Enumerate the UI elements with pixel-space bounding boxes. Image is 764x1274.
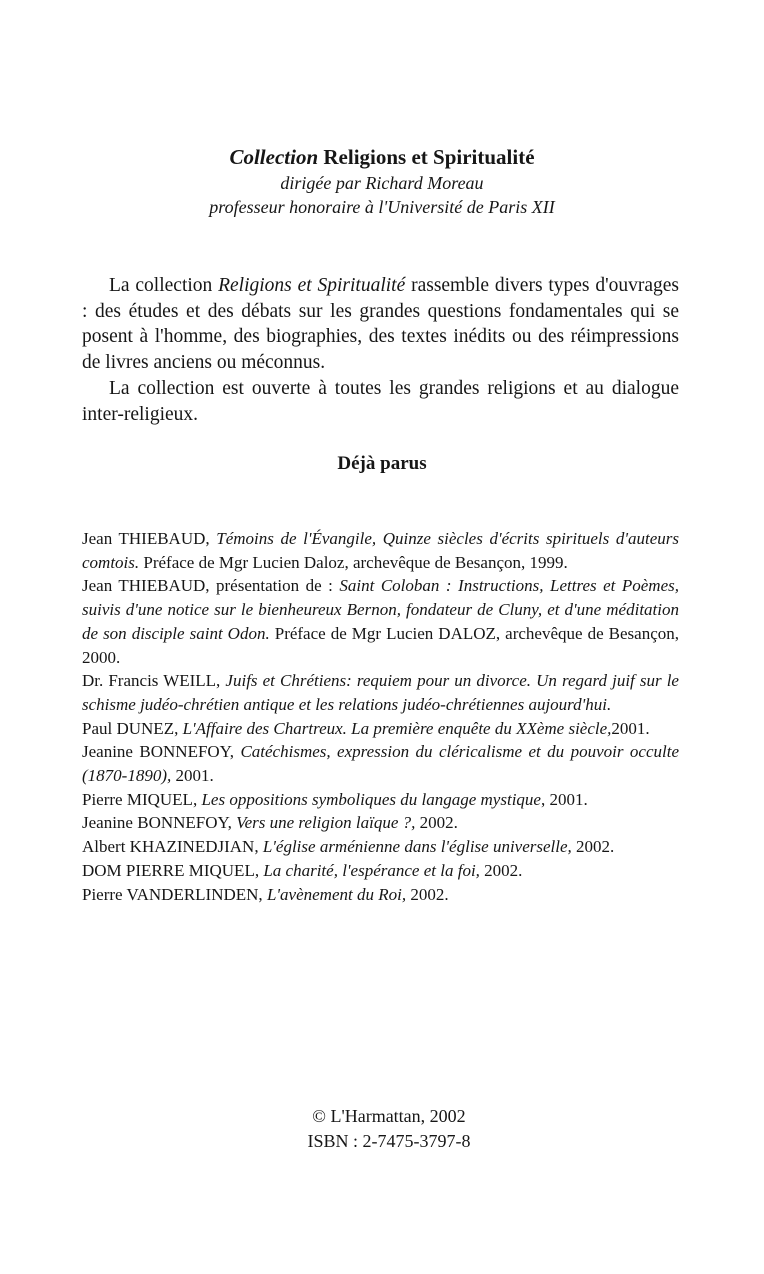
list-item (82, 740, 679, 787)
book-title: Catéchismes, expression du cléricalisme et du pouvoir occulte (1870-1890), (82, 742, 679, 786)
collection-name: Religions et Spiritualité (323, 145, 535, 169)
isbn: ISBN : 2-7475-3797-8 (307, 1131, 471, 1151)
collection-title (0, 143, 764, 171)
book-title: Témoins de l'Évangile, Quinze siècles d'écrits spirituels d'auteurs comtois. (82, 529, 679, 572)
details: 2002. (415, 813, 458, 833)
details: 2002. (571, 837, 615, 857)
list-item (82, 883, 679, 907)
author: Albert KHAZINEDJIAN, (82, 837, 263, 857)
details: 2002. (479, 860, 523, 880)
book-title: La charité, l'espérance et la foi, (263, 860, 480, 880)
author: Jean THIEBAUD, présentation de : (82, 576, 340, 596)
intro-text: rassemble divers types d'ouvrages : des études et des débats sur les grandes questions fondamentales qui se posent à l'homme, des biographies, des textes inédits ou des réimpressions de livres anciens ou méconnus. (82, 275, 679, 374)
book-title: Les oppositions symboliques du langage mystique (201, 789, 541, 809)
author: DOM PIERRE MIQUEL, (82, 860, 264, 880)
intro-paragraph-2: La collection est ouverte à toutes les grandes religions et au dialogue inter-religieux. (82, 377, 679, 425)
details: 2001. (171, 766, 214, 786)
collection-director: dirigée par Richard Moreau (280, 173, 484, 193)
author: Jeanine BONNEFOY, (82, 742, 241, 762)
intro-paragraph-1 (82, 273, 679, 376)
author: Pierre VANDERLINDEN, (82, 884, 267, 904)
details: 2001. (611, 718, 650, 738)
book-title: Saint Coloban : Instructions, Lettres et Poèmes, suivis d'une notice sur le bienheureux Bernon, fondateur de Cluny, et d'une méditation de son disciple saint Odon. (82, 576, 679, 643)
book-title: L'avènement du Roi, (266, 884, 407, 904)
book-title: Vers une religion laïque ?, (236, 813, 416, 833)
author: Paul DUNEZ, (82, 718, 183, 738)
book-title: Juifs et Chrétiens: requiem pour un divorce. Un regard juif sur le schisme judéo-chrétien antique et les relations judéo-chrétiennes aujourd'hui. (82, 671, 679, 714)
author: Dr. Francis WEILL, (82, 671, 226, 691)
list-item (82, 574, 679, 669)
copyright: © L'Harmattan, 2002 (312, 1106, 466, 1126)
list-item (82, 669, 679, 716)
director-affiliation: professeur honoraire à l'Université de Paris XII (209, 197, 555, 217)
details: , 2001. (540, 789, 588, 809)
details: 2002. (406, 884, 449, 904)
author: Jean THIEBAUD, (82, 529, 217, 548)
collection-header (0, 143, 764, 219)
details: Préface de Mgr Lucien Daloz, archevêque de Besançon, 1999. (139, 552, 568, 572)
list-item (82, 811, 679, 835)
author: Jeanine BONNEFOY, (82, 813, 237, 833)
author: Pierre MIQUEL, (82, 789, 202, 809)
publication-list (82, 527, 679, 906)
list-item (82, 788, 679, 812)
details: Préface de Mgr Lucien DALOZ, archevêque de Besançon, 2000. (82, 623, 679, 667)
book-title: L'Affaire des Chartreux. La première enquête du XXème siècle, (182, 718, 612, 738)
collection-description (82, 273, 679, 427)
collection-label: Collection (229, 145, 319, 169)
list-item (82, 859, 679, 883)
list-item (82, 835, 679, 859)
imprint (0, 1104, 764, 1154)
intro-collection-name: Religions et Spiritualité (218, 275, 406, 296)
list-item (82, 527, 679, 574)
section-heading: Déjà parus (337, 453, 427, 474)
book-title: L'église arménienne dans l'église universelle, (262, 837, 572, 857)
list-item (82, 717, 679, 741)
intro-text: La collection (109, 275, 219, 296)
